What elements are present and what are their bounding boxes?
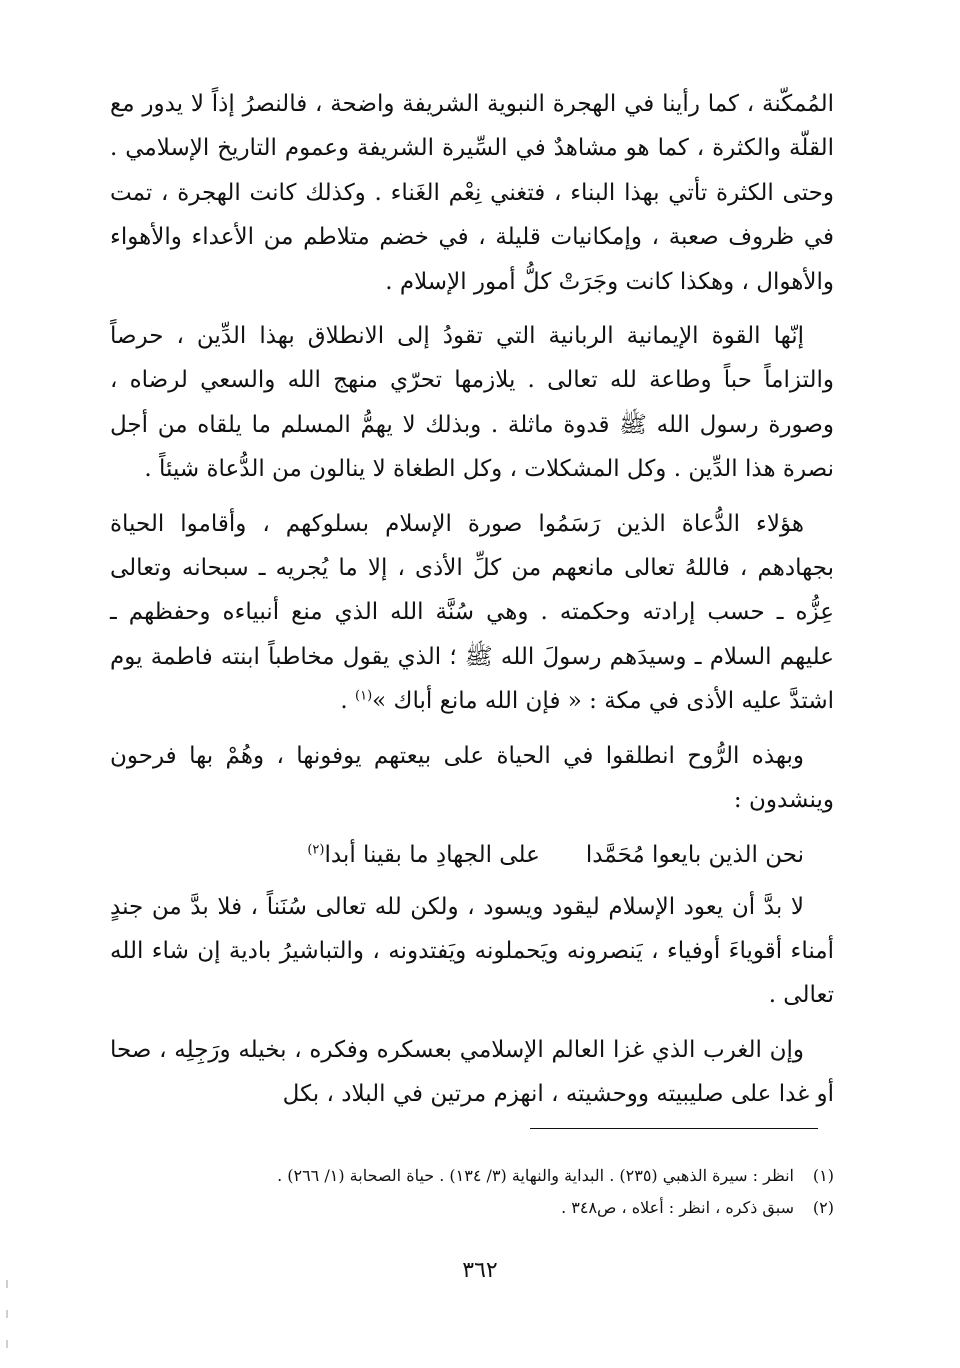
paragraph-3 (110, 502, 834, 724)
footnote-ref-1: (١) (355, 688, 373, 704)
footnote-2 (110, 1192, 834, 1224)
footnote-1 (110, 1160, 834, 1192)
verse-first-half: نحن الذين بايعوا مُحَمَّدا (585, 841, 804, 868)
verse-second-half: على الجهادِ ما بقينا أبدا (324, 841, 540, 868)
paragraph-6: وإن الغرب الذي غزا العالم الإسلامي بعسكره وفكره ، بخيله ورَجِلِه ، صحا أو غدا على صليبيته ووحشيته ، انهزم مرتين في البلاد ، بكل (110, 1036, 834, 1108)
poem-verse (110, 833, 834, 877)
footnote-divider (530, 1128, 818, 1129)
scan-edge-mark (6, 1280, 8, 1288)
paragraph-3-text: هؤلاء الدُّعاة الذين رَسَمُوا صورة الإسلام بسلوكهم ، وأقاموا الحياة بجهادهم ، فاللهُ تعالى مانعهم من كلِّ الأذى ، إلا ما يُجريه ـ سبحانه وتعالى عِزُّه ـ حسب إرادته وحكمته . وهي سُنَّة الله الذي منع أنبياءه وحفظهم ـ عليهم السلام ـ وسيدَهم رسولَ الله ﷺ ؛ الذي يقول مخاطباً ابنته فاطمة يوم اشتدَّ عليه الأذى في مكة : « فإن الله مانع أباك » (110, 510, 834, 715)
verse-second-half-wrap (307, 833, 540, 877)
paragraph-5: لا بدَّ أن يعود الإسلام ليقود ويسود ، ولكن لله تعالى سُنَناً ، فلا بدَّ من جندٍ أمناء أقوياءَ أوفياء ، يَنصرونه ويَحملونه ويَفتدونه ، والتباشيرُ بادية إن شاء الله تعالى . (110, 893, 834, 1009)
footnotes (110, 1160, 834, 1224)
scan-edge-mark (6, 1310, 8, 1318)
footnote-text: انظر : سيرة الذهبي (٢٣٥) . البداية والنهاية (٣/ ١٣٤) . حياة الصحابة (١/ ٢٦٦) . (277, 1166, 794, 1185)
paragraph-2: إنّها القوة الإيمانية الربانية التي تقودُ إلى الانطلاق بهذا الدِّين ، حرصاً والتزاماً حباً وطاعة لله تعالى . يلازمها تحرّي منهج الله والسعي لرضاه ، وصورة رسول الله ﷺ قدوة ماثلة . وبذلك لا يهمُّ المسلم ما يلقاه من أجل نصرة هذا الدِّين . وكل المشكلات ، وكل الطغاة لا ينالون من الدُّعاة شيئاً . (110, 323, 834, 483)
footnote-text: سبق ذكره ، انظر : أعلاه ، ص٣٤٨ . (561, 1198, 794, 1217)
paragraph-4: وبهذه الرُّوح انطلقوا في الحياة على بيعتهم يوفونها ، وهُمْ بها فرحون وينشدون : (110, 742, 834, 814)
page-number: ٣٦٢ (462, 1258, 498, 1283)
page-body (110, 82, 834, 1127)
paragraph-3-end: . (340, 688, 356, 715)
footnote-number: (٢) (812, 1198, 834, 1217)
footnote-ref-2: (٢) (307, 841, 325, 857)
paragraph-1: المُمكّنة ، كما رأينا في الهجرة النبوية الشريفة واضحة ، فالنصرُ إذاً لا يدور مع القلّة والكثرة ، كما هو مشاهدٌ في السِّيرة الشريفة وعموم التاريخ الإسلامي . وحتى الكثرة تأتي بهذا البناء ، فتغني نِعْم الغَناء . وكذلك كانت الهجرة ، تمت في ظروف صعبة ، وإمكانيات قليلة ، في خضم متلاطم من الأعداء والأهواء والأهوال ، وهكذا كانت وجَرَتْ كلُّ أمور الإسلام . (110, 91, 834, 295)
footnote-number: (١) (812, 1166, 834, 1185)
scan-edge-mark (6, 1340, 8, 1348)
